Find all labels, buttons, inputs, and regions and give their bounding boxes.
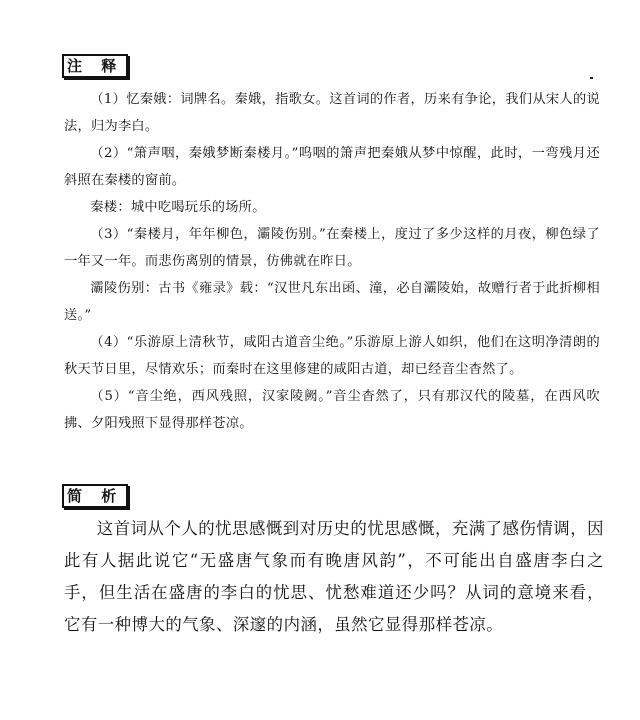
notes-heading: 注 释	[62, 54, 128, 78]
note-1: （1）忆秦娥：词牌名。秦娥，指歌女。这首词的作者，历来有争论，我们从宋人的说法，归为李白。	[64, 92, 600, 134]
analysis-body	[64, 513, 604, 641]
note-5: （5）“音尘绝，西风残照，汉家陵阙。”音尘杳然了，只有那汉代的陵墓，在西风吹拂、夕阳残照下显得那样苍凉。	[64, 389, 600, 431]
analysis-text: 这首词从个人的忧思感慨到对历史的忧思感慨，充满了感伤情调，因此有人据此说它“无盛唐气象而有晚唐风韵”，不可能出自盛唐李白之手，但生活在盛唐的李白的忧思、忧愁难道还少吗？从词的意境来看，它有一种博大的气象、深邃的内涵，虽然它显得那样苍凉。	[64, 519, 604, 634]
notes-body	[64, 86, 600, 437]
note-4: （4）“乐游原上清秋节，咸阳古道音尘绝。”乐游原上游人如织，他们在这明净清朗的秋天节日里，尽情欢乐；而秦时在这里修建的咸阳古道，却已经音尘杳然了。	[64, 335, 600, 377]
note-3: （3）“秦楼月，年年柳色，灞陵伤别。”在秦楼上，度过了多少这样的月夜，柳色绿了一年又一年。而悲伤离别的情景，仿佛就在昨日。	[64, 227, 600, 269]
note-3-term: 灞陵伤别：古书《雍录》载：“汉世凡东出函、潼，必自灞陵始，故赠行者于此折柳相送。”	[64, 281, 600, 323]
note-2-term: 秦楼：城中吃喝玩乐的场所。	[90, 200, 266, 215]
note-2: （2）“箫声咽，秦娥梦断秦楼月。”呜咽的箫声把秦娥从梦中惊醒，此时，一弯残月还斜照在秦楼的窗前。	[64, 146, 600, 188]
print-speck	[590, 77, 593, 79]
analysis-heading: 简 析	[62, 484, 128, 508]
